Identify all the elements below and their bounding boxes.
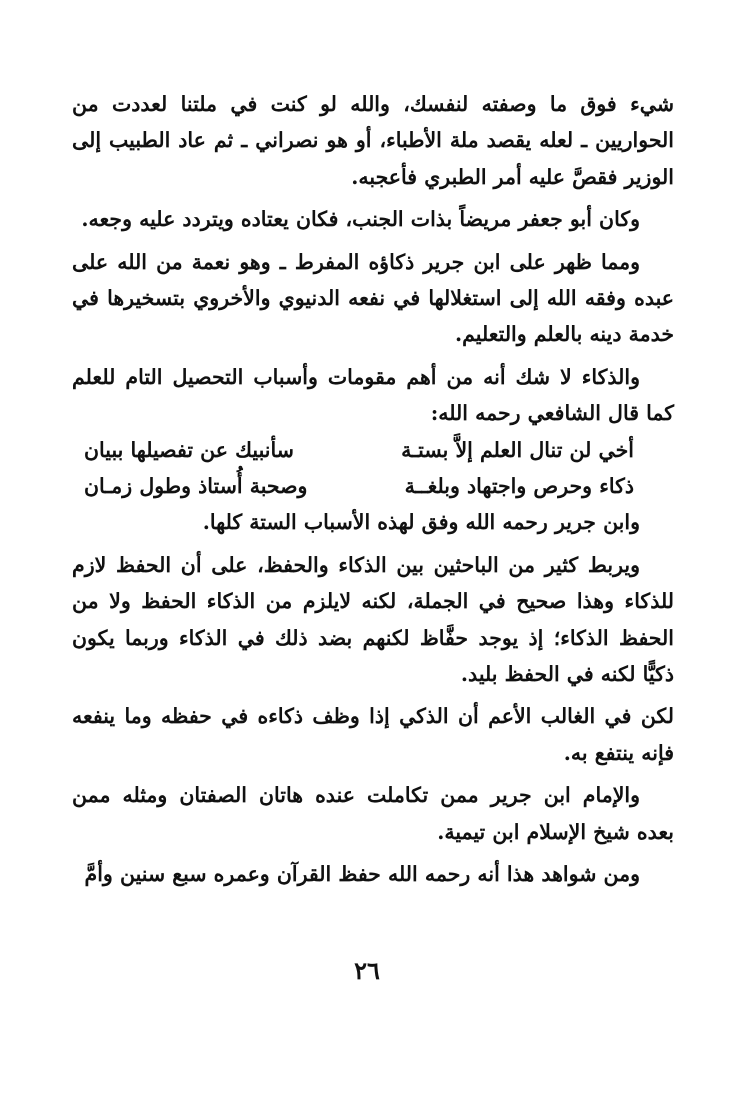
paragraph-1: شيء فوق ما وصفته لنفسك، والله لو كنت في ملتنا لعددت من الحواريين ـ لعله يقصد ملة الأطباء، أو هو نصراني ـ ثم عاد الطبيب إلى الوزير فقصَّ عليه أمر الطبري فأعجبه. (72, 92, 674, 189)
verse-2-first-hemistich: ذكاء وحرص واجتهاد وبلغــة (404, 474, 634, 499)
page-number: ٢٦ (354, 956, 380, 985)
poem-verse-2 (72, 468, 674, 504)
paragraph-7: والإمام ابن جرير ممن تكاملت عنده هاتان الصفتان ومثله ممن بعده شيخ الإسلام ابن تيمية. (72, 783, 674, 844)
verse-1-second-hemistich: سأنبيك عن تفصيلها ببيان (84, 437, 294, 462)
verse-1-first-hemistich: أخي لن تنال العلم إلاَّ بستـة (401, 437, 634, 462)
paragraph-4: والذكاء لا شك أنه من أهم مقومات وأسباب التحصيل التام للعلم كما قال الشافعي رحمه الله: (72, 364, 674, 426)
paragraph-after-poem: وابن جرير رحمه الله وفق لهذه الأسباب الستة كلها. (202, 510, 640, 535)
page-text (72, 86, 674, 899)
poem-verse-1 (72, 432, 674, 468)
verse-2-second-hemistich: وصحبة أُستاذ وطول زمـان (84, 474, 308, 499)
paragraph-3: ومما ظهر على ابن جرير ذكاؤه المفرط ـ وهو نعمة من الله على عبده وفقه الله إلى استغلالها في نفعه الدنيوي والأخروي بتسخيرها في خدمة دينه بالعلم والتعليم. (72, 249, 674, 347)
paragraph-8: ومن شواهد هذا أنه رحمه الله حفظ القرآن وعمره سبع سنين وأمَّ (84, 862, 640, 887)
poem (72, 432, 674, 505)
paragraph-6: لكن في الغالب الأعم أن الذكي إذا وظف ذكاءه في حفظه وما ينفعه فإنه ينتفع به. (72, 704, 674, 765)
paragraph-2: وكان أبو جعفر مريضاً بذات الجنب، فكان يعتاده ويتردد عليه وجعه. (81, 207, 640, 232)
paragraph-5: ويربط كثير من الباحثين بين الذكاء والحفظ، على أن الحفظ لازم للذكاء وهذا صحيح في الجملة، لكنه لايلزم من الذكاء الحفظ ولا من الحفظ الذكاء؛ إذ يوجد حفَّاظ لكنهم بضد ذلك في الذكاء وربما يكون ذكيًّا لكنه في الحفظ بليد. (72, 552, 674, 687)
